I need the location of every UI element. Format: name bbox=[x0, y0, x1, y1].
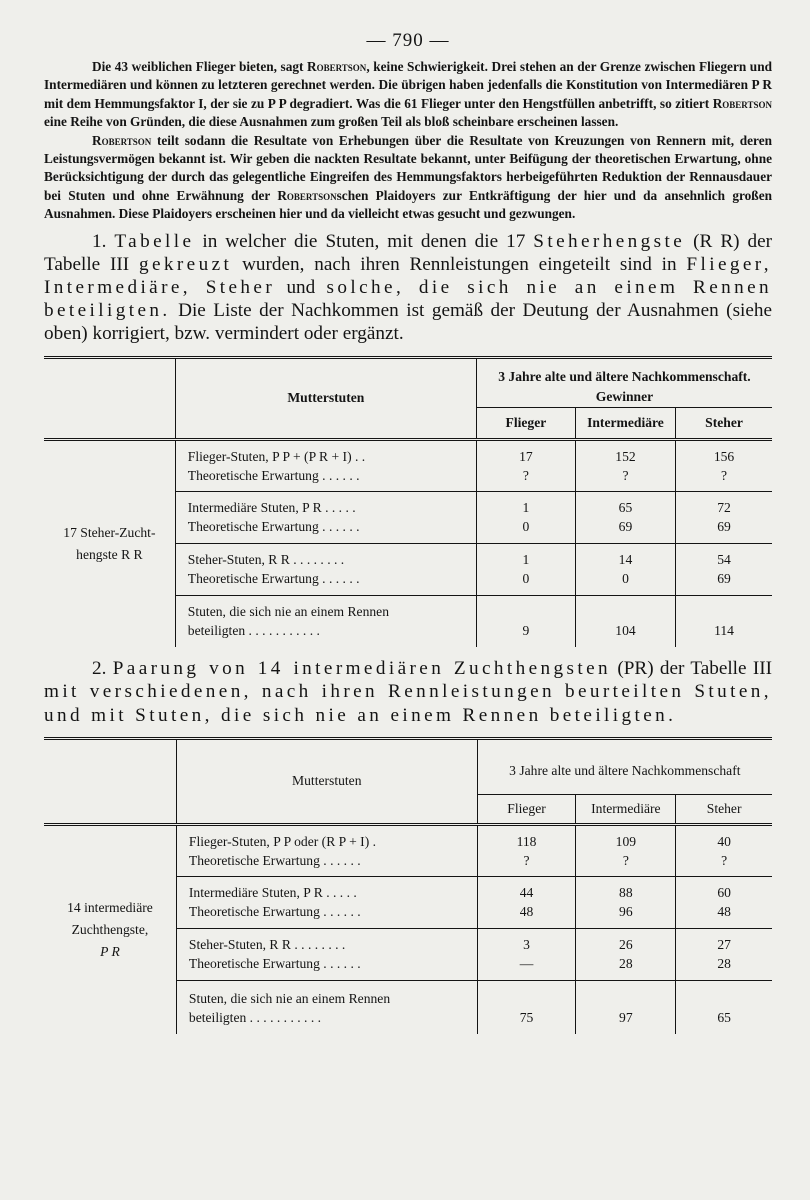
table1-row-label-2: beteiligten . . . . . . . . . . . bbox=[187, 623, 320, 639]
value: 69 bbox=[717, 519, 731, 535]
table2-left-label-3: P R bbox=[100, 944, 120, 960]
value: 1 bbox=[522, 552, 530, 568]
value: ? bbox=[622, 467, 629, 483]
value: ? bbox=[523, 852, 530, 868]
table2-row-expectation: Theoretische Erwartung . . . . . . bbox=[188, 852, 361, 868]
table2-heading-number: 2. bbox=[92, 658, 107, 680]
table1-cell bbox=[676, 439, 772, 491]
table1-row-label: Steher-Stuten, R R . . . . . . . . bbox=[187, 552, 345, 568]
table1-cell bbox=[676, 543, 772, 595]
table1-col-flieger: Flieger bbox=[476, 407, 575, 439]
table2-row-label: Steher-Stuten, R R . . . . . . . . bbox=[188, 937, 346, 953]
para1-text-1: Die 43 weiblichen Flieger bieten, sagt bbox=[92, 59, 307, 74]
value: 65 bbox=[717, 1009, 731, 1025]
table1-heading-number: 1. bbox=[92, 230, 107, 252]
value bbox=[676, 602, 772, 621]
para1-author-2: Robertson bbox=[712, 95, 772, 111]
table1-header-group: 3 Jahre alte und ältere Nachkommenschaft. Gewinner bbox=[476, 357, 772, 407]
value: 3 bbox=[523, 937, 530, 953]
heading1-j: Die Liste der Nachkommen ist gemäß der Deutung der Ausnahmen (siehe oben) korrigiert, bzw. vermindert oder ergänzt. bbox=[44, 300, 772, 345]
value: 72 bbox=[717, 500, 731, 516]
table2-row-label-2: beteiligten . . . . . . . . . . . bbox=[188, 1009, 322, 1025]
page-number: — 790 — bbox=[366, 30, 450, 51]
table1-col-intermediaere: Intermediäre bbox=[575, 407, 675, 439]
value: 54 bbox=[717, 552, 731, 568]
table1-row-expectation: Theoretische Erwartung . . . . . . bbox=[187, 571, 360, 587]
table2-cell bbox=[477, 824, 576, 876]
table1-header-mother: Mutterstuten bbox=[175, 357, 476, 439]
value: ? bbox=[522, 467, 529, 483]
table2-cell bbox=[576, 824, 676, 876]
para1-text-3: eine Reihe von Gründen, die diese Ausnahmen zum großen Teil als bloß scheinbare erscheinen lassen. bbox=[44, 114, 619, 130]
table2-header-mother: Mutterstuten bbox=[176, 738, 477, 824]
value: 17 bbox=[519, 448, 533, 464]
para2-text-2: schen Plaidoyers zur Entkräftigung der hier und da ansehnlich großen Ausnahmen. Diese Plaidoyers erscheinen hier und da vielleicht etwas gesucht und gezwungen. bbox=[44, 187, 772, 222]
value: 109 bbox=[615, 833, 637, 849]
value: 104 bbox=[615, 623, 636, 639]
value: ? bbox=[622, 852, 629, 868]
para1-text-2: , keine Schwierigkeit. Drei stehen an der Grenze zwischen Fliegern und Intermediären und können zu letzteren gerechnet werden. Die übrigen haben jedenfalls die Konstitution von Intermediären P R mit dem Hemmungsfaktor I, der sie zu P P degradiert. Was die 61 Flieger unter den Hengstfüllen anbetrifft, so zitiert bbox=[44, 59, 772, 111]
value: 28 bbox=[619, 956, 633, 972]
table2-cell bbox=[676, 824, 772, 876]
table2-row-never-raced bbox=[176, 980, 477, 1034]
table2-stallion-group bbox=[44, 824, 176, 1034]
table2-cell bbox=[477, 980, 576, 1034]
heading1-d: (R R) der Tabelle III bbox=[44, 230, 773, 275]
table1-cell bbox=[575, 491, 675, 543]
value bbox=[576, 602, 675, 621]
table2-row-flieger bbox=[176, 824, 477, 876]
table1-stallion-group bbox=[44, 439, 175, 647]
value: 156 bbox=[713, 448, 735, 464]
value: 96 bbox=[619, 904, 633, 920]
table1-row-label: Stuten, die sich nie an einem Rennen bbox=[187, 604, 389, 620]
table1-cell bbox=[676, 595, 772, 647]
table1-row-label: Flieger-Stuten, P P + (P R + I) . . bbox=[187, 448, 366, 464]
value: 48 bbox=[717, 904, 731, 920]
value bbox=[477, 602, 575, 621]
table1-row-flieger bbox=[175, 439, 476, 491]
table2-row-steher bbox=[176, 928, 477, 980]
value: 9 bbox=[522, 623, 530, 639]
value: 60 bbox=[717, 885, 731, 901]
heading1-e: gekreuzt bbox=[138, 253, 233, 275]
table1-row-label: Intermediäre Stuten, P R . . . . . bbox=[187, 500, 356, 516]
heading1-c: Steherhengste bbox=[533, 230, 686, 252]
para2-author-2: Robertson bbox=[277, 187, 337, 203]
value: 97 bbox=[619, 1009, 633, 1025]
table1-col-steher: Steher bbox=[676, 407, 772, 439]
table2-cell bbox=[576, 928, 676, 980]
table2-cell bbox=[576, 876, 676, 928]
value: 48 bbox=[519, 904, 534, 920]
value bbox=[676, 989, 772, 1008]
value bbox=[576, 989, 675, 1008]
value: 114 bbox=[714, 623, 734, 639]
para2-text-1: teilt sodann die Resultate von Erhebungen über die Resultate von Kreuzungen von Rennern mit, deren Leistungsvermögen bekannt ist. Wir geben die nackten Resultate bekannt, unter Beifügung der theoretischen Erwartung, ohne Berücksichtigung der durch das gelegentliche Eingreifen des Hemmungsfaktors herbeigeführten Reduktion der Rennausdauer bei Stuten und ohne Erwähnung der bbox=[44, 132, 772, 203]
value: — bbox=[519, 956, 534, 972]
table2-row-intermediaere bbox=[176, 876, 477, 928]
value: ? bbox=[721, 467, 728, 483]
para1-author-1: Robertson bbox=[307, 59, 367, 74]
value: 118 bbox=[516, 833, 537, 849]
value: 152 bbox=[615, 448, 636, 464]
table2-cell bbox=[477, 876, 576, 928]
value: 26 bbox=[619, 937, 633, 953]
table2-cell bbox=[676, 980, 772, 1034]
value: 14 bbox=[618, 552, 633, 568]
para2-author-1: Robertson bbox=[92, 132, 152, 148]
table2-col-steher: Steher bbox=[676, 794, 772, 824]
table1-row-expectation: Theoretische Erwartung . . . . . . bbox=[187, 467, 360, 483]
heading2-a: Paarung von 14 intermediären Zuchthengsten bbox=[112, 658, 612, 680]
table2-cell bbox=[477, 928, 576, 980]
table2-header-group: 3 Jahre alte und ältere Nachkommenschaft bbox=[477, 738, 772, 794]
value: 27 bbox=[717, 937, 731, 953]
value: 88 bbox=[619, 885, 633, 901]
heading1-a: Tabelle bbox=[114, 230, 195, 252]
value: 65 bbox=[618, 500, 633, 516]
table2-col-intermediaere: Intermediäre bbox=[576, 794, 676, 824]
table2-heading bbox=[44, 657, 772, 727]
value: 69 bbox=[618, 519, 633, 535]
table2-row-label: Stuten, die sich nie an einem Rennen bbox=[188, 990, 391, 1006]
table2-row-expectation: Theoretische Erwartung . . . . . . bbox=[188, 956, 361, 972]
table2-row-label: Intermediäre Stuten, P R . . . . . bbox=[188, 885, 357, 901]
table2-row-expectation: Theoretische Erwartung . . . . . . bbox=[188, 904, 361, 920]
paragraph-1 bbox=[44, 58, 772, 132]
paragraph-2 bbox=[44, 132, 772, 224]
page bbox=[44, 0, 772, 1034]
table1-left-label-2: hengste R R bbox=[76, 546, 143, 562]
heading2-c: mit verschiedenen, nach ihren Rennleistungen beurteilten Stuten, und mit Stuten, die sich nie an einem Rennen beteiligten. bbox=[44, 681, 772, 726]
value: 40 bbox=[717, 833, 731, 849]
table1-cell bbox=[476, 595, 575, 647]
table1-left-label-1: 17 Steher-Zucht- bbox=[63, 524, 156, 540]
table1-cell bbox=[476, 543, 575, 595]
table2-cell bbox=[676, 928, 772, 980]
value: 0 bbox=[522, 519, 530, 535]
table1-cell bbox=[575, 595, 675, 647]
table1-row-expectation: Theoretische Erwartung . . . . . . bbox=[187, 519, 360, 535]
value: 28 bbox=[717, 956, 731, 972]
table2-cell bbox=[676, 876, 772, 928]
value: 1 bbox=[522, 500, 530, 516]
table1-cell bbox=[476, 491, 575, 543]
heading1-b: in welcher die Stuten, mit denen die 17 bbox=[194, 230, 534, 252]
heading2-b: (PR) der Tabelle III bbox=[611, 658, 772, 680]
heading1-i: solche, die sich nie an einem Rennen beteiligten. bbox=[44, 277, 773, 322]
table1-cell bbox=[476, 439, 575, 491]
value: 0 bbox=[622, 571, 629, 587]
table1-heading bbox=[44, 230, 772, 346]
table2-left-label-2: Zuchthengste, bbox=[71, 922, 149, 938]
value: ? bbox=[721, 852, 728, 868]
table1-row-never-raced bbox=[175, 595, 476, 647]
table1-row-intermediaere bbox=[175, 491, 476, 543]
value: 75 bbox=[519, 1009, 534, 1025]
table-1 bbox=[44, 356, 772, 648]
value: 0 bbox=[522, 571, 530, 587]
table1-row-steher bbox=[175, 543, 476, 595]
value: 69 bbox=[717, 571, 731, 587]
table1-cell bbox=[676, 491, 772, 543]
table2-row-label: Flieger-Stuten, P P oder (R P + I) . bbox=[188, 833, 377, 849]
table1-cell bbox=[575, 439, 675, 491]
table2-col-flieger: Flieger bbox=[477, 794, 576, 824]
heading1-g: Flieger, Intermediäre, Steher bbox=[44, 253, 772, 299]
heading1-f: wurden, nach ihren Rennleistungen eingeteilt sind in bbox=[232, 253, 687, 275]
table-2 bbox=[44, 737, 772, 1035]
value bbox=[478, 989, 576, 1008]
table1-cell bbox=[575, 543, 675, 595]
table2-left-label-1: 14 intermediäre bbox=[67, 900, 153, 916]
heading1-h: und bbox=[275, 277, 327, 299]
table2-cell bbox=[576, 980, 676, 1034]
value: 44 bbox=[519, 885, 534, 901]
